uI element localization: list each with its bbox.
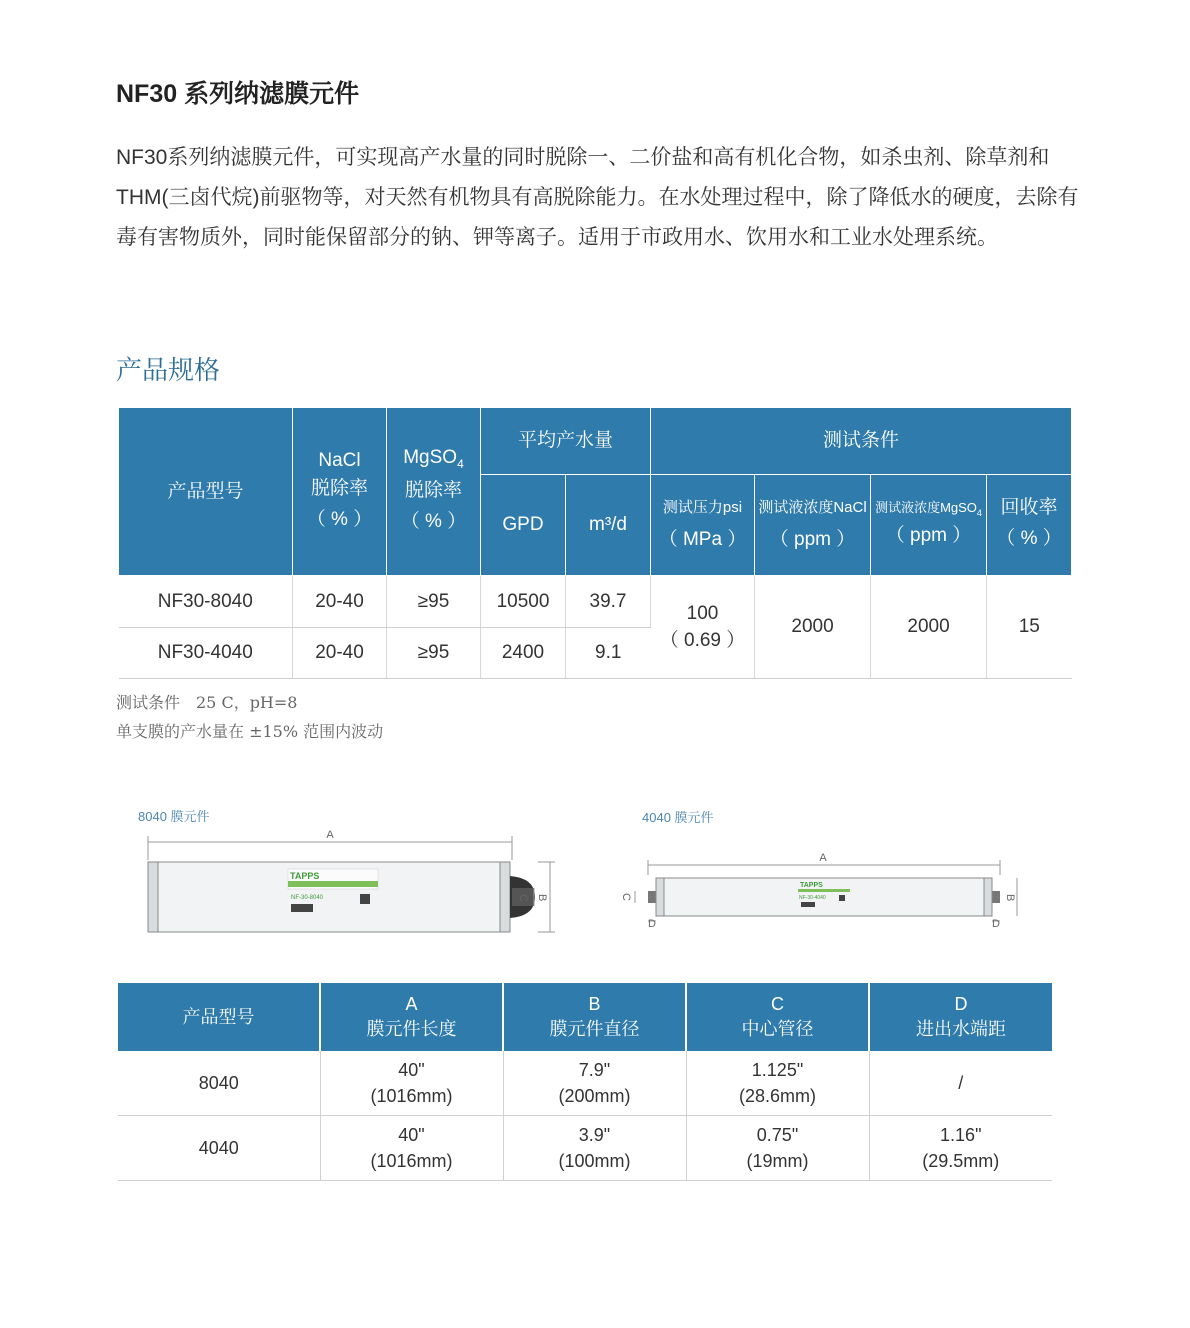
- table-row: [118, 1116, 1052, 1181]
- table-row: [119, 576, 1072, 628]
- cell-core-tube: 1.125" (28.6mm): [686, 1051, 869, 1116]
- dim-label-b: B: [536, 894, 548, 902]
- section-title-specs: 产品规格: [116, 355, 221, 385]
- cell-model: NF30-4040: [119, 628, 293, 679]
- cell-m3d: 39.7: [566, 576, 651, 628]
- spec-header-flow: 平均产水量: [481, 408, 651, 475]
- cell-mgso4: ≥95: [387, 576, 481, 628]
- cell-diameter: 7.9" (200mm): [503, 1051, 686, 1116]
- dims-header-model: 产品型号: [118, 983, 320, 1051]
- membrane-8040-diagram: [140, 822, 565, 942]
- dim-label-d-right: D: [992, 918, 1000, 930]
- model-label-4040: NF-30-4040: [799, 895, 826, 901]
- dims-header-a: A 膜元件长度: [320, 983, 503, 1051]
- spec-header-mgso4: MgSO$_4$ 脱除率 （ % ）: [387, 408, 481, 576]
- spec-header-model: 产品型号: [119, 408, 293, 576]
- dim-label-c-4040: C: [620, 893, 632, 901]
- test-notes: [116, 688, 383, 746]
- cell-pressure: 100 （ 0.69 ）: [651, 576, 755, 679]
- spec-header-test-conditions: 测试条件: [651, 408, 1072, 475]
- brand-logo-8040: TAPPS: [290, 871, 320, 881]
- intro-paragraph: NF30系列纳滤膜元件，可实现高产水量的同时脱除一、二价盐和高有机化合物，如杀虫剂、除草剂和THM(三卤代烷)前驱物等，对天然有机物具有高脱除能力。在水处理过程中，除了降低水的硬度，去除有毒有害物质外，同时能保留部分的钠、钾等离子。适用于市政用水、饮用水和工业水处理系统。: [116, 146, 1079, 249]
- cell-recovery: 15: [987, 576, 1072, 679]
- dims-header-c: C 中心管径: [686, 983, 869, 1051]
- spec-header-gpd: GPD: [481, 475, 566, 576]
- note-test-condition: 测试条件 25 C，pH=8: [116, 693, 298, 712]
- page-title: NF30 系列纳滤膜元件: [116, 80, 360, 108]
- cell-end-distance: 1.16" (29.5mm): [869, 1116, 1052, 1181]
- spec-header-recovery: 回收率 （ % ）: [987, 475, 1072, 576]
- cell-nacl: 20-40: [293, 628, 387, 679]
- dim-label-a-4040: A: [819, 852, 827, 864]
- spec-header-conc-nacl: 测试液浓度NaCl （ ppm ）: [755, 475, 871, 576]
- dims-header-d: D 进出水端距: [869, 983, 1052, 1051]
- cell-conc-nacl: 2000: [755, 576, 871, 679]
- cell-length: 40" (1016mm): [320, 1116, 503, 1181]
- model-label-8040: NF-30-8040: [291, 895, 324, 901]
- note-flow-variation: 单支膜的产水量在 ±15% 范围内波动: [116, 722, 384, 741]
- cell-model: 4040: [118, 1116, 320, 1181]
- dims-header-b: B 膜元件直径: [503, 983, 686, 1051]
- dim-label-c: C: [517, 894, 529, 902]
- cell-core-tube: 0.75" (19mm): [686, 1116, 869, 1181]
- spec-table: [118, 407, 1072, 679]
- caption-4040: 4040 膜元件: [642, 810, 714, 825]
- caption-8040: 8040 膜元件: [138, 809, 210, 824]
- table-row: [118, 1051, 1052, 1116]
- cell-m3d: 9.1: [566, 628, 651, 679]
- cell-model: 8040: [118, 1051, 320, 1116]
- cell-nacl: 20-40: [293, 576, 387, 628]
- dimensions-table: [118, 983, 1052, 1181]
- spec-header-conc-mgso4: 测试液浓度MgSO$_4$ （ ppm ）: [871, 475, 987, 576]
- cell-length: 40" (1016mm): [320, 1051, 503, 1116]
- dim-label-d-left: D: [648, 918, 656, 930]
- cell-mgso4: ≥95: [387, 628, 481, 679]
- cell-conc-mgso4: 2000: [871, 576, 987, 679]
- cell-gpd: 10500: [481, 576, 566, 628]
- cell-diameter: 3.9" (100mm): [503, 1116, 686, 1181]
- dim-label-b-4040: B: [1004, 894, 1016, 902]
- dim-label-a: A: [326, 829, 334, 841]
- spec-header-m3d: m³/d: [566, 475, 651, 576]
- spec-header-pressure: 测试压力psi （ MPa ）: [651, 475, 755, 576]
- cell-model: NF30-8040: [119, 576, 293, 628]
- membrane-4040-diagram: [615, 845, 1035, 935]
- cell-gpd: 2400: [481, 628, 566, 679]
- cell-end-distance: /: [869, 1051, 1052, 1116]
- spec-header-nacl: NaCl 脱除率 （ % ）: [293, 408, 387, 576]
- brand-logo-4040: TAPPS: [800, 882, 823, 889]
